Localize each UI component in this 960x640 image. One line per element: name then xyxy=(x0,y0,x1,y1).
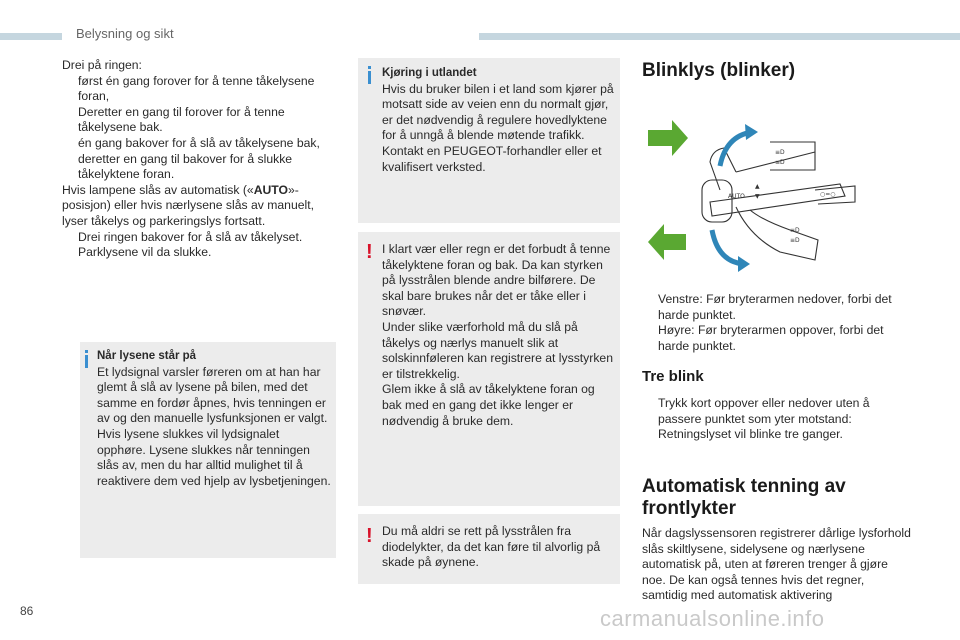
info-box-text: Hvis du bruker bilen i et land som kjører på motsatt side av veien enn du normalt gjør, er det nødvendig å regulere hovedlyktene for å unngå å blende møtende trafikk. Kontakt en PEUGEOT-forhandler eller et kvalifisert verksted. xyxy=(382,81,614,174)
info-box-title: Når lysene står på xyxy=(97,350,197,362)
list-item: Venstre: Før bryterarmen nedover, forbi det harde punktet. xyxy=(658,292,892,322)
warning-box-text: Du må aldri se rett på lysstrålen fra diodelykter, da det kan føre til alvorlig på skade på øynene. xyxy=(382,524,601,570)
page-number: 86 xyxy=(20,604,34,618)
warning-icon: ! xyxy=(366,241,373,263)
green-arrow-icon xyxy=(648,224,686,260)
svg-text:▲: ▲ xyxy=(755,183,760,190)
info-box-title: Kjøring i utlandet xyxy=(382,67,477,79)
list-item: Trykk kort oppover eller nedover uten å passere punktet som yter motstand: Retningslyset vil blinke tre ganger. xyxy=(658,396,870,442)
stalk-label-auto: AUTO xyxy=(728,193,745,200)
green-arrow-icon xyxy=(648,120,688,156)
heading-automatisk: Automatisk tenning av frontlykter xyxy=(642,476,846,519)
light-stalk-illustration xyxy=(640,112,880,282)
tre-blink-list xyxy=(642,396,912,443)
list-item: én gang bakover for å slå av tåkelysene bak, xyxy=(78,135,320,150)
svg-text:≡D: ≡D xyxy=(790,237,800,244)
warning-box-diode xyxy=(358,514,620,584)
section-title: Belysning og sikt xyxy=(76,26,174,41)
list-item: Høyre: Før bryterarmen oppover, forbi det harde punktet. xyxy=(658,323,884,353)
auto-text: Når dagslyssensoren registrerer dårlige lysforhold slås skiltlysene, sidelysene og nærlysene automatisk på, uten at føreren trenger å gjøre noe. De kan også tennes hvis det regner, samtidig med automatisk aktivering xyxy=(642,526,911,603)
svg-text:≡D: ≡D xyxy=(775,159,785,166)
header-rule-left xyxy=(0,33,62,40)
svg-text:≡D: ≡D xyxy=(775,149,785,156)
list-item: først én gang forover for å tenne tåkelysene foran, xyxy=(78,73,315,104)
svg-text:▼: ▼ xyxy=(755,193,760,200)
intro-text: Drei på ringen: xyxy=(62,58,142,72)
info-icon xyxy=(85,350,89,368)
info-box-text: Et lydsignal varsler føreren om at han har glemt å slå av lysene på bilen, med det samme en fordør åpnes, hvis tenningen er av og den manuelle lysfunksjonen er valgt. Hvis lysene slukkes vil lydsignalet opphøre. Lysene slukkes når tenningen slås av, men du har alltid mulighet til å reaktivere dem ved hjelp av lysbetjeningen. xyxy=(97,364,331,488)
info-box-lights-on xyxy=(80,342,336,558)
warning-icon: ! xyxy=(366,525,373,547)
watermark: carmanualsonline.info xyxy=(600,606,825,631)
list-item: Drei ringen bakover for å slå av tåkelyset. Parklysene vil da slukke. xyxy=(78,229,303,260)
auto-paragraph: Hvis lampene slås av automatisk («AUTO»-posisjon) eller hvis nærlysene slås av manuelt, lyser tåkelys og parkeringslys fortsatt. xyxy=(62,182,314,228)
warning-box-text: I klart vær eller regn er det forbudt å tenne tåkelyktene foran og bak. Da kan styrken på lysstrålen blende andre bilførere. De skal bare brukes når det er tåke eller i snøvær. Under slike værforhold må du slå på tåkelys og nærlys manuelt slik at solskinnføleren kan registrere at lysstyrken er tilstrekkelig. Glem ikke å slå av tåkelyktene foran og bak med en gang det ikke lenger er nødvendig å bruke dem. xyxy=(382,242,613,428)
col1-text xyxy=(62,58,336,261)
svg-text:≡D: ≡D xyxy=(790,227,800,234)
blink-list xyxy=(642,292,912,354)
info-box-abroad xyxy=(358,58,620,223)
heading-blinklys: Blinklys (blinker) xyxy=(642,60,796,81)
list-item: deretter en gang til bakover for å slukke tåkelyktene foran. xyxy=(78,151,293,182)
heading-tre-blink: Tre blink xyxy=(642,368,704,385)
list-item: Deretter en gang til forover for å tenne tåkelysene bak. xyxy=(78,104,285,135)
warning-box-fog xyxy=(358,232,620,506)
svg-text:○=○: ○=○ xyxy=(820,191,836,198)
header-rule xyxy=(479,33,960,40)
info-icon xyxy=(368,66,372,84)
